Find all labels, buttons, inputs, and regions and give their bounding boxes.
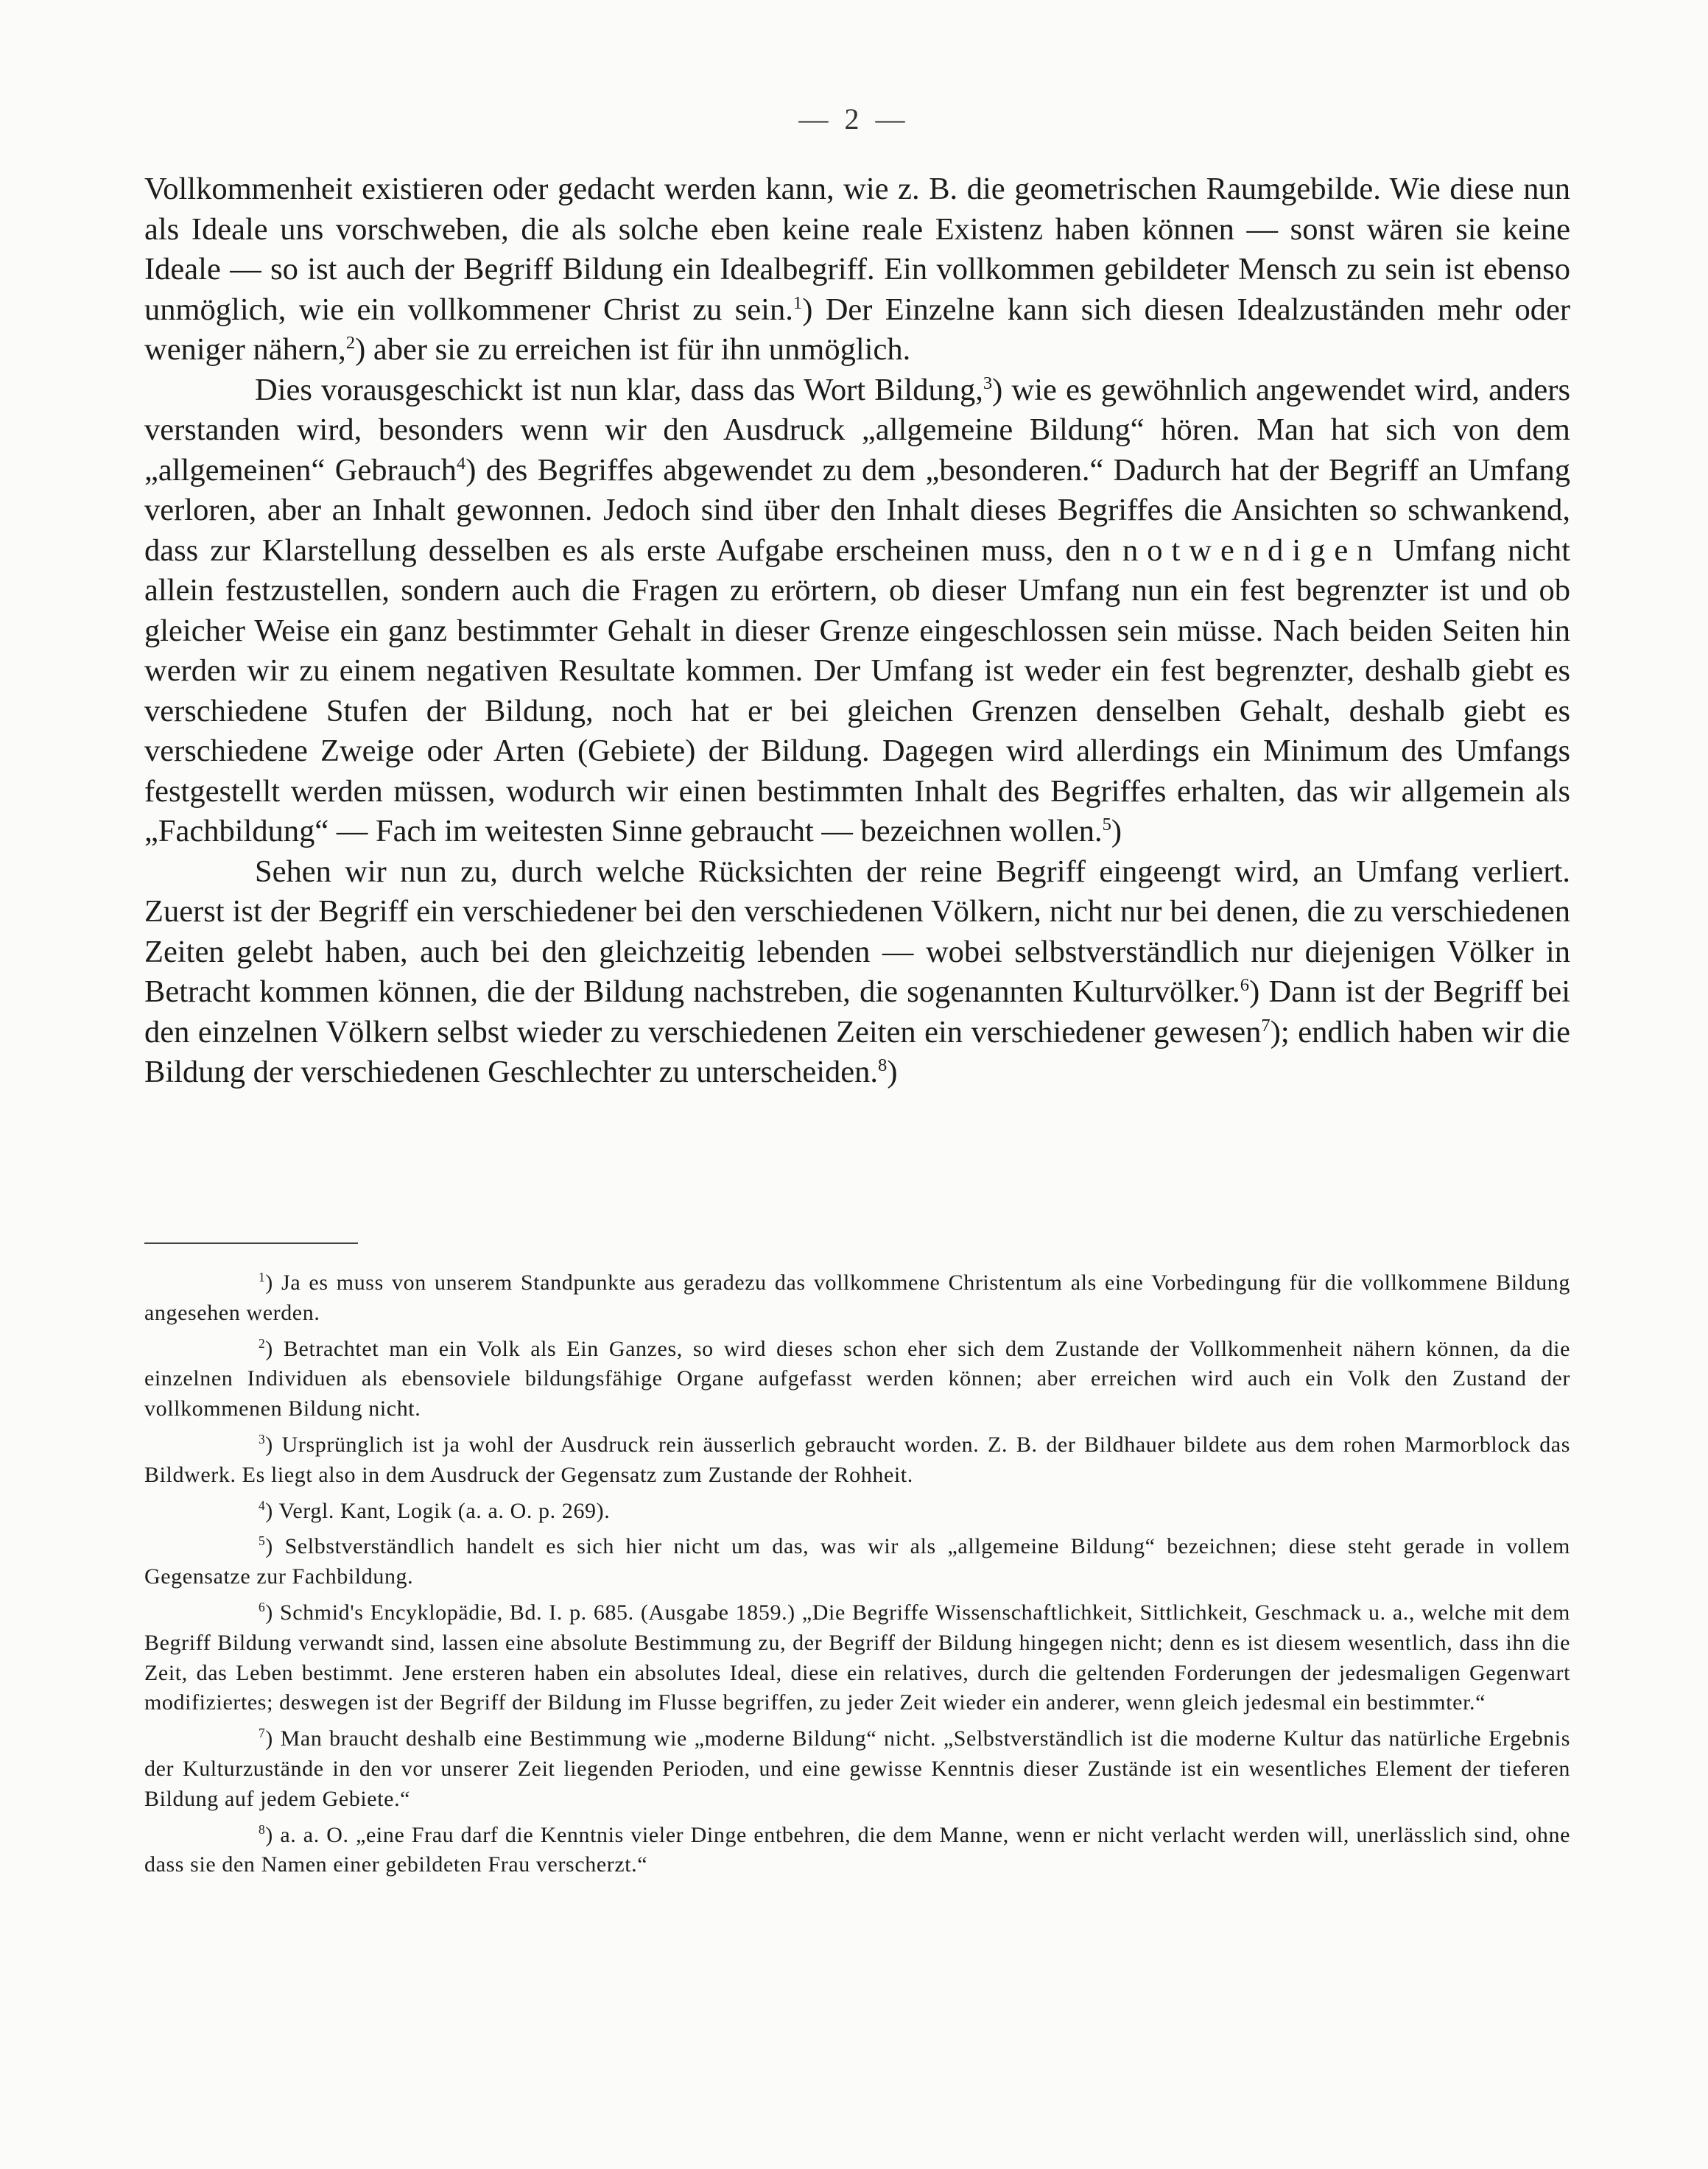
footnote-ref-6: 6 <box>1240 974 1250 995</box>
text-run: ) <box>887 1055 898 1089</box>
footnote-ref-7: 7 <box>1261 1015 1271 1036</box>
footnote-mark: 1 <box>259 1270 266 1284</box>
text-run: Vollkommenheit existieren oder gedacht werden kann, wie z. B. die geometrischen Raumgebilde. Wie diese nun als Ideale uns vorschweben, die als solche eben keine reale Existenz haben können — sonst wären sie keine Ideale — so ist auch der Begriff Bildung ein Idealbegriff. Ein vollkommen gebildeter Mensch zu sein ist ebenso unmöglich, wie ein vollkommener Christ zu sein. <box>144 172 1570 327</box>
footnotes <box>144 1268 1570 1886</box>
footnote-1 <box>144 1268 1570 1329</box>
footnote-mark: 7 <box>259 1726 266 1741</box>
footnote-text: ) Betrachtet man ein Volk als Ein Ganzes, so wird dieses schon eher sich dem Zustande der Vollkommenheit nähern können, da die einzelnen Individuen als ebensoviele bildungsfähige Organe aufgefasst werden können; aber erreichen wird auch ein Volk den Zustand der vollkommenen Bildung nicht. <box>144 1336 1570 1421</box>
emphasized-word: notwendigen <box>1122 532 1382 568</box>
footnote-8 <box>144 1821 1570 1881</box>
footnote-mark: 3 <box>259 1431 266 1446</box>
text-run: ) <box>1111 814 1122 848</box>
paragraph-3 <box>144 852 1570 1093</box>
footnote-text: ) a. a. O. „eine Frau darf die Kenntnis vieler Dinge entbehren, die dem Manne, wenn er nicht verlacht werden will, unerlässlich sind, ohne dass sie den Namen einer gebildeten Frau verscherzt.“ <box>144 1822 1570 1877</box>
paragraph-2 <box>144 370 1570 852</box>
footnote-text: ) Ursprünglich ist ja wohl der Ausdruck rein äusserlich gebraucht worden. Z. B. der Bildhauer bildete aus dem rohen Marmorblock das Bildwerk. Es liegt also in dem Ausdruck der Gegensatz zum Zustande der Rohheit. <box>144 1432 1570 1487</box>
footnote-4 <box>144 1497 1570 1527</box>
footnote-ref-8: 8 <box>878 1055 888 1075</box>
footnote-separator <box>144 1242 358 1244</box>
footnote-ref-5: 5 <box>1102 814 1111 834</box>
text-run: Dies vorausgeschickt ist nun klar, dass das Wort Bildung, <box>255 372 983 407</box>
footnote-mark: 8 <box>259 1821 266 1837</box>
text-run: ) des Begriffes abgewendet zu dem „besonderen.“ Dadurch hat der Begriff an Umfang verloren, aber an Inhalt gewonnen. Jedoch sind über den Inhalt dieses Begriffes die Ansichten so schwankend, dass zur Klarstellung desselben es als erste Aufgabe erscheinen muss, den <box>144 452 1570 568</box>
paragraph-1 <box>144 169 1570 370</box>
text-run: ) Dann ist der Begriff bei den einzelnen Völkern selbst wieder zu verschiedenen Zeiten ein verschiedener gewesen <box>144 974 1571 1050</box>
footnote-text: ) Selbstverständlich handelt es sich hier nicht um das, was wir als „allgemeine Bildung“ bezeichnen; diese steht gerade in vollem Gegensatze zur Fachbildung. <box>144 1534 1570 1589</box>
text-run: ) wie es gewöhnlich angewendet wird, anders verstanden wird, besonders wenn wir den Ausdruck „allgemeine Bildung“ hören. Man hat sich von dem „allgemeinen“ Gebrauch <box>144 372 1570 488</box>
text-run: Sehen wir nun zu, durch welche Rücksichten der reine Begriff eingeengt wird, an Umfang verliert. Zuerst ist der Begriff ein verschiedener bei den verschiedenen Völkern, nicht nur bei denen, die zu verschiedenen Zeiten gelebt haben, auch bei den gleichzeitig lebenden — wobei selbstverständlich nur diejenigen Völker in Betracht kommen können, die der Bildung nachstreben, die sogenannten Kulturvölker. <box>144 854 1570 1009</box>
footnote-ref-3: 3 <box>983 373 993 393</box>
text-run: Umfang nicht allein festzustellen, sondern auch die Fragen zu erörtern, ob dieser Umfang nun ein fest begrenzter ist und ob gleicher Weise ein ganz bestimmter Gehalt in dieser Grenze eingeschlossen sein müsse. Nach beiden Seiten hin werden wir zu einem negativen Resultate kommen. Der Umfang ist weder ein fest begrenzter, deshalb giebt es verschiedene Stufen der Bildung, noch hat er bei gleichen Grenzen denselben Gehalt, deshalb giebt es verschiedene Zweige oder Arten (Gebiete) der Bildung. Dagegen wird allerdings ein Minimum des Umfangs festgestellt werden müssen, wodurch wir einen bestimmten Inhalt des Begriffes erhalten, das wir allgemein als „Fachbildung“ — Fach im weitesten Sinne gebraucht — bezeichnen wollen. <box>144 532 1570 848</box>
footnote-mark: 6 <box>259 1599 266 1614</box>
main-text <box>144 169 1570 1093</box>
footnote-ref-2: 2 <box>345 332 356 353</box>
footnote-mark: 5 <box>259 1533 266 1549</box>
page-number: — 2 — <box>798 102 910 136</box>
footnote-5 <box>144 1532 1570 1592</box>
footnote-3 <box>144 1430 1570 1491</box>
footnote-text: ) Vergl. Kant, Logik (a. a. O. p. 269). <box>265 1498 611 1523</box>
footnote-ref-1: 1 <box>793 292 803 313</box>
footnote-text: ) Man braucht deshalb eine Bestimmung wie „moderne Bildung“ nicht. „Selbstverständlich ist die moderne Kultur das natürliche Ergebnis der Kulturzustände in den vor unserer Zeit liegenden Perioden, und eine gewisse Kenntnis dieser Zustände ist ein wesentliches Element der tieferen Bildung auf jedem Gebiete.“ <box>144 1726 1570 1811</box>
footnote-text: ) Ja es muss von unserem Standpunkte aus geradezu das vollkommene Christentum als eine Vorbedingung für die vollkommene Bildung angesehen werden. <box>144 1270 1570 1325</box>
footnote-mark: 2 <box>259 1335 266 1351</box>
footnote-ref-4: 4 <box>456 453 466 474</box>
text-run: ) Der Einzelne kann sich diesen Idealzuständen mehr oder weniger nähern, <box>144 292 1570 367</box>
text-run: ) aber sie zu erreichen ist für ihn unmöglich. <box>355 332 911 367</box>
footnote-7 <box>144 1724 1570 1814</box>
footnote-6 <box>144 1598 1570 1718</box>
footnote-text: ) Schmid's Encyklopädie, Bd. I. p. 685. (Ausgabe 1859.) „Die Begriffe Wissenschaftlichkeit, Sittlichkeit, Geschmack u. a., welche mit dem Begriff Bildung verwandt sind, lassen eine absolute Bestimmung zu, der Begriff der Bildung hingegen nicht; denn es ist diesem wesentlich, dass ihn die Zeit, das Leben bestimmt. Jene ersteren haben ein absolutes Ideal, diese ein relatives, durch die geltenden Forderungen der jedesmaligen Gegenwart modifiziertes; deswegen ist der Begriff der Bildung im Flusse begriffen, zu jeder Zeit wieder ein anderer, wenn gleich jedesmal ein bestimmter.“ <box>144 1600 1570 1715</box>
footnote-2 <box>144 1335 1570 1424</box>
text-run: ); endlich haben wir die Bildung der verschiedenen Geschlechter zu unterscheiden. <box>144 1014 1570 1089</box>
footnote-mark: 4 <box>259 1497 266 1513</box>
